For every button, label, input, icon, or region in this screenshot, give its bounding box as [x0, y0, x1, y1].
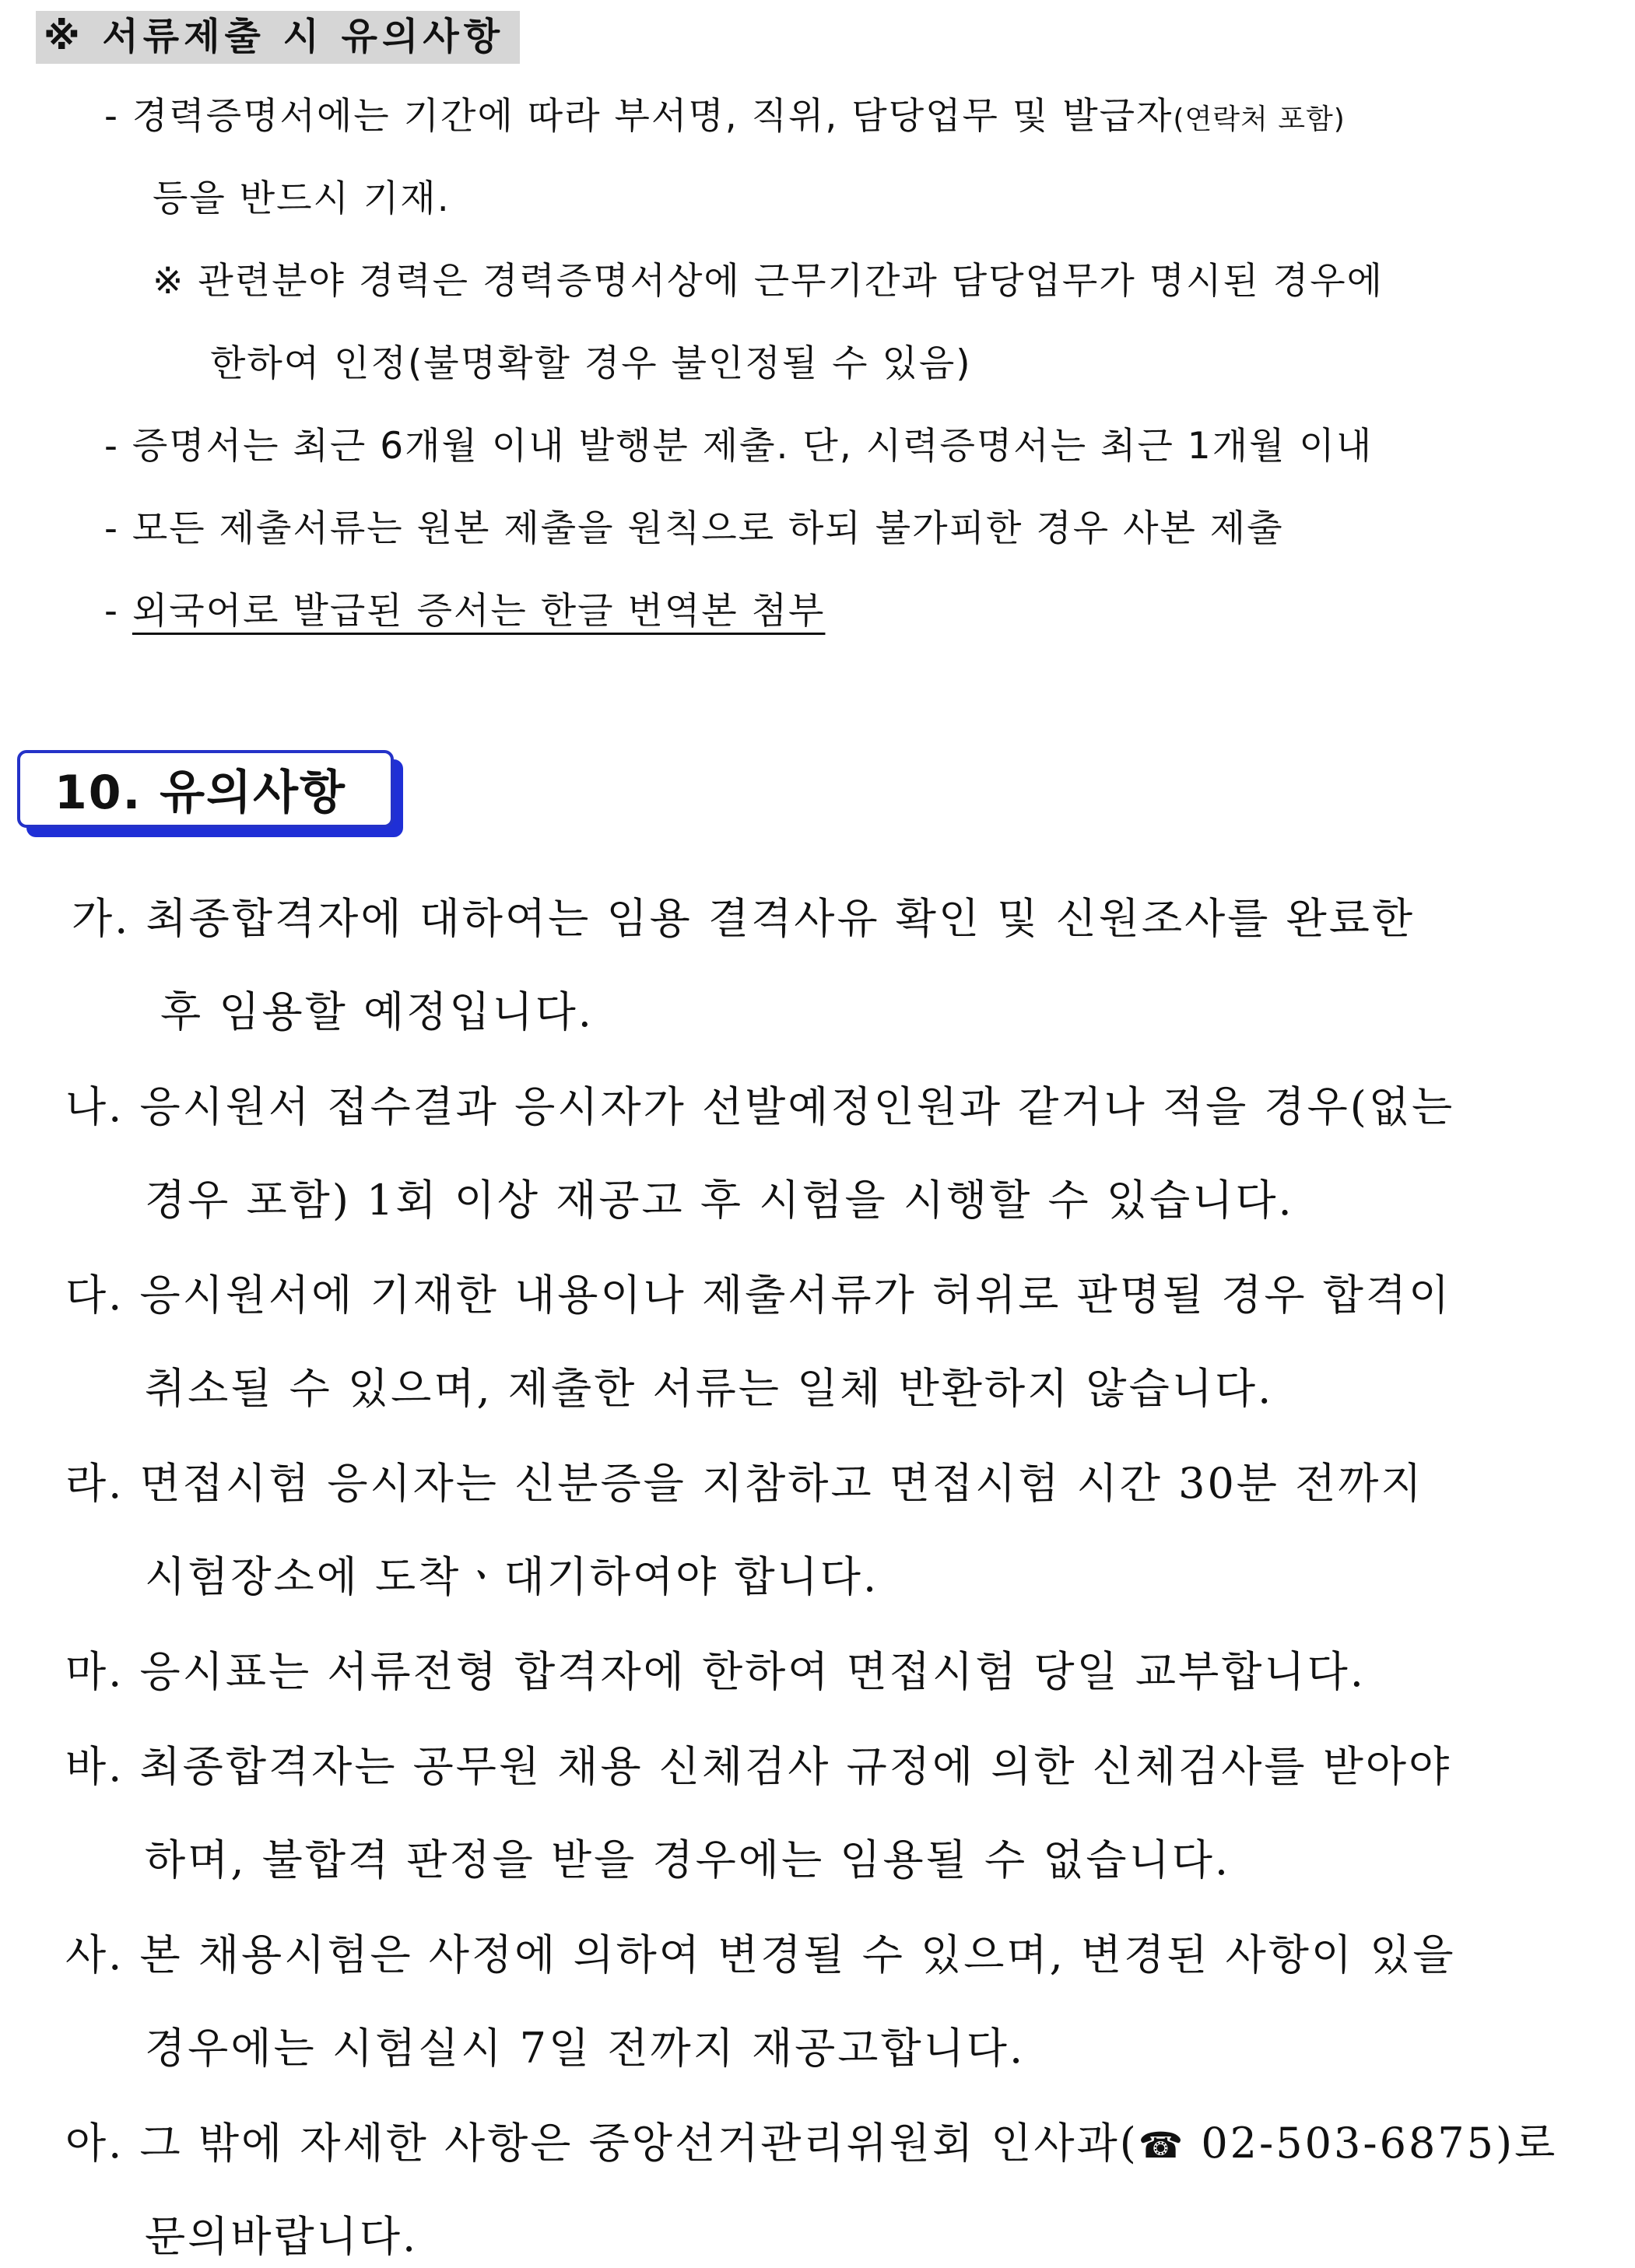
notice-line-1-text: - 경력증명서에는 기간에 따라 부서명, 직위, 담당업무 및 발급자: [104, 95, 1174, 138]
item-na-line-2: 경우 포함) 1회 이상 재공고 후 시험을 시행할 수 있습니다.: [145, 1176, 1294, 1225]
item-sa-line-1: 사. 본 채용시험은 사정에 의하여 변경될 수 있으며, 변경된 사항이 있을: [65, 1930, 1456, 1979]
item-ba-line-2: 하며, 불합격 판정을 받을 경우에는 임용될 수 없습니다.: [145, 1835, 1231, 1884]
item-ga-line-1: 가. 최종합격자에 대하여는 임용 결격사유 확인 및 신원조사를 완료한: [72, 894, 1416, 943]
item-da-line-1: 다. 응시원서에 기재한 내용이나 제출서류가 허위로 판명될 경우 합격이: [65, 1271, 1452, 1320]
notice-line-6: - 모든 제출서류는 원본 제출을 원칙으로 하되 불가피한 경우 사본 제출: [104, 507, 1284, 550]
section-title-box: [17, 750, 394, 828]
notice-line-1: [104, 93, 1346, 143]
item-ra-line-2: 시험장소에 도착ㆍ대기하여야 합니다.: [145, 1552, 879, 1601]
item-a-line-1-pre: 아. 그 밖에 자세한 사항은 중앙선거관리위원회 인사과(: [65, 2119, 1139, 2168]
item-ba-line-1: 바. 최종합격자는 공무원 채용 신체검사 규정에 의한 신체검사를 받아야: [65, 1742, 1452, 1791]
section-title: 10. 유의사항: [54, 766, 347, 820]
item-ra-line-1: 라. 면접시험 응시자는 신분증을 지참하고 면접시험 시간 30분 전까지: [65, 1459, 1424, 1508]
item-na-line-1: 나. 응시원서 접수결과 응시자가 선발예정인원과 같거나 적을 경우(없는: [65, 1082, 1455, 1131]
item-a-line-2: 문의바랍니다.: [145, 2212, 419, 2261]
notice-line-1-small: (연락처 포함): [1173, 103, 1346, 135]
submission-notice-heading: ※ 서류제출 시 유의사항: [36, 11, 520, 64]
notice-line-7-dash: -: [104, 590, 132, 633]
item-da-line-2: 취소될 수 있으며, 제출한 서류는 일체 반환하지 않습니다.: [145, 1364, 1274, 1413]
notice-line-7-underlined: 외국어로 발급된 증서는 한글 번역본 첨부: [132, 590, 826, 633]
item-a-line-1-post: 02-503-6875)로: [1185, 2119, 1558, 2168]
item-a-line-1: [65, 2118, 1557, 2171]
item-ma-line-1: 마. 응시표는 서류전형 합격자에 한하여 면접시험 당일 교부합니다.: [65, 1647, 1366, 1696]
item-ga-line-2: 후 임용할 예정입니다.: [160, 987, 594, 1036]
notice-line-4: 한하여 인정(불명확할 경우 불인정될 수 있음): [210, 342, 972, 385]
phone-icon: ☎: [1138, 2124, 1186, 2166]
notice-line-5: - 증명서는 최근 6개월 이내 발행분 제출. 단, 시력증명서는 최근 1개월 이내: [104, 425, 1374, 468]
notice-line-2: 등을 반드시 기재.: [153, 177, 451, 220]
notice-line-3: ※ 관련분야 경력은 경력증명서상에 근무기간과 담당업무가 명시된 경우에: [153, 260, 1384, 303]
item-sa-line-2: 경우에는 시험실시 7일 전까지 재공고합니다.: [145, 2024, 1026, 2073]
notice-line-7: [104, 588, 825, 635]
